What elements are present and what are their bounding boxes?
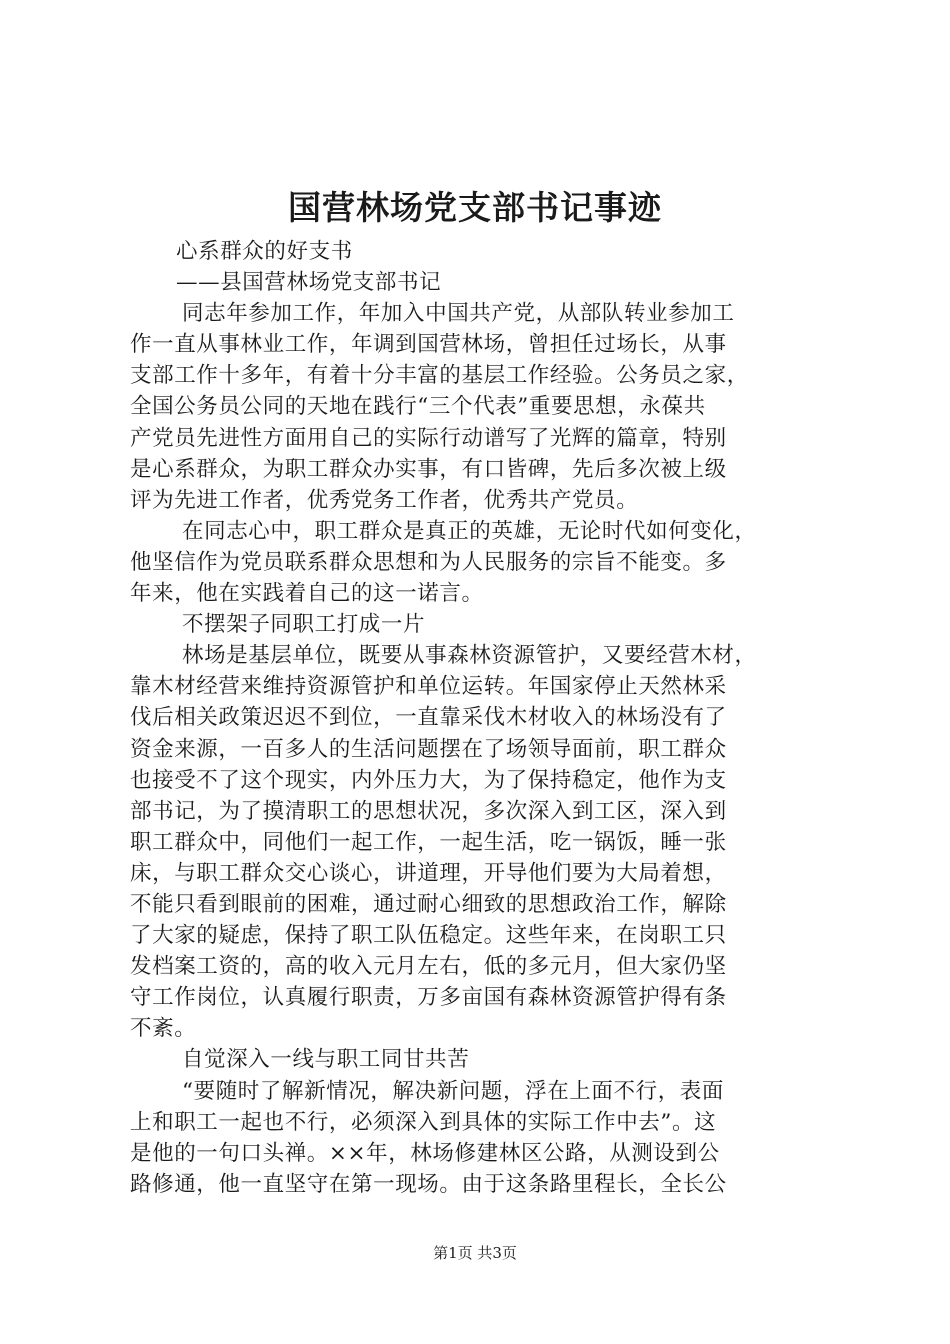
- paragraph-line: 评为先进工作者，优秀党务工作者，优秀共产党员。: [130, 487, 639, 513]
- paragraph-line: 床，与职工群众交心谈心，讲道理，开导他们要为大局着想，: [130, 860, 727, 886]
- page-footer: 第1页 共3页: [433, 1244, 517, 1262]
- paragraph-line: 在同志心中，职工群众是真正的英雄，无论时代如何变化，: [182, 518, 757, 544]
- paragraph-line: 靠木材经营来维持资源管护和单位运转。年国家停止天然林采: [130, 674, 727, 700]
- paragraph-line: “要随时了解新情况，解决新问题，浮在上面不行，表面: [182, 1078, 724, 1104]
- paragraph-line: 资金来源，一百多人的生活问题摆在了场领导面前，职工群众: [130, 736, 727, 762]
- subtitle-line: ——县国营林场党支部书记: [176, 270, 442, 296]
- paragraph-line: 部书记，为了摸清职工的思想状况，多次深入到工区，深入到: [130, 798, 727, 824]
- paragraph-line: 年来，他在实践着自己的这一诺言。: [130, 581, 484, 607]
- paragraph-line: 路修通，他一直坚守在第一现场。由于这条路里程长，全长公: [130, 1171, 727, 1197]
- subtitle-line: 心系群众的好支书: [176, 239, 353, 264]
- paragraph-line: 了大家的疑虑，保持了职工队伍稳定。这些年来，在岗职工只: [130, 923, 727, 949]
- paragraph-line: 产党员先进性方面用自己的实际行动谱写了光辉的篇章，特别: [130, 425, 727, 451]
- paragraph-line: 他坚信作为党员联系群众思想和为人民服务的宗旨不能变。多: [130, 549, 727, 575]
- paragraph-line: 全国公务员公同的天地在践行“三个代表”重要思想，永葆共: [130, 394, 706, 420]
- section-heading: 自觉深入一线与职工同甘共苦: [182, 1047, 470, 1073]
- paragraph-line: 是他的一句口头禅。××年，林场修建林区公路，从测设到公: [130, 1140, 720, 1166]
- paragraph-line: 不能只看到眼前的困难，通过耐心细致的思想政治工作，解除: [130, 891, 727, 917]
- paragraph-line: 守工作岗位，认真履行职责，万多亩国有森林资源管护得有条: [130, 985, 727, 1011]
- paragraph-line: 不紊。: [130, 1016, 197, 1042]
- paragraph-line: 林场是基层单位，既要从事森林资源管护，又要经营木材，: [182, 643, 757, 669]
- paragraph-line: 上和职工一起也不行，必须深入到具体的实际工作中去”。这: [130, 1109, 717, 1135]
- paragraph-line: 是心系群众，为职工群众办实事，有口皆碑，先后多次被上级: [130, 456, 727, 482]
- document-title: 国营林场党支部书记事迹: [288, 188, 662, 227]
- paragraph-line: 职工群众中，同他们一起工作，一起生活，吃一锅饭，睡一张: [130, 829, 727, 855]
- paragraph-line: 同志年参加工作，年加入中国共产党，从部队转业参加工: [182, 301, 735, 327]
- document-body: [130, 236, 830, 1200]
- paragraph-line: 作一直从事林业工作，年调到国营林场，曾担任过场长，从事: [130, 332, 727, 358]
- paragraph-line: 伐后相关政策迟迟不到位，一直靠采伐木材收入的林场没有了: [130, 705, 727, 731]
- paragraph-line: 发档案工资的，高的收入元月左右，低的多元月，但大家仍坚: [130, 954, 727, 980]
- section-heading: 不摆架子同职工打成一片: [182, 612, 426, 638]
- paragraph-line: 也接受不了这个现实，内外压力大，为了保持稳定，他作为支: [130, 767, 727, 793]
- paragraph-line: 支部工作十多年，有着十分丰富的基层工作经验。公务员之家，: [130, 363, 749, 389]
